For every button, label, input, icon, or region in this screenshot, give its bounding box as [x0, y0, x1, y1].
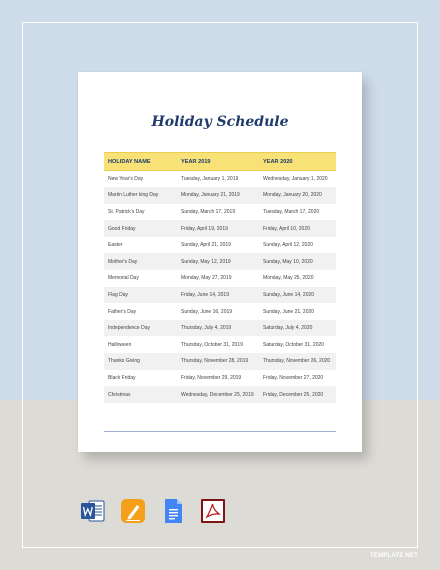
table-row [104, 237, 336, 254]
cell-holiday-name: Mother's Day [104, 253, 177, 270]
table-row [104, 171, 336, 188]
cell-year-2019: Tuesday, January 1, 2019 [177, 171, 259, 188]
cell-year-2019: Friday, June 14, 2019 [177, 287, 259, 304]
document-page [78, 72, 362, 452]
table-row [104, 320, 336, 337]
cell-year-2019: Wednesday, December 25, 2019 [177, 386, 259, 403]
table-header-row [104, 153, 336, 171]
table-row [104, 270, 336, 287]
cell-year-2020: Sunday, May 10, 2020 [259, 253, 336, 270]
table-row [104, 353, 336, 370]
brand-watermark: TEMPLATE.NET [370, 553, 418, 559]
cell-holiday-name: Martin Luther king Day [104, 187, 177, 204]
pages-icon[interactable] [120, 498, 146, 524]
word-icon[interactable] [80, 498, 106, 524]
cell-year-2019: Thursday, November 28, 2019 [177, 353, 259, 370]
google-docs-icon[interactable] [160, 498, 186, 524]
cell-year-2020: Monday, January 20, 2020 [259, 187, 336, 204]
cell-year-2020: Sunday, April 12, 2020 [259, 237, 336, 254]
cell-holiday-name: Memorial Day [104, 270, 177, 287]
header-year-2020: YEAR 2020 [259, 153, 336, 171]
table-end-line [104, 431, 336, 432]
table-row [104, 303, 336, 320]
cell-year-2019: Friday, November 29, 2019 [177, 370, 259, 387]
cell-year-2020: Sunday, June 21, 2020 [259, 303, 336, 320]
cell-year-2020: Friday, December 25, 2020 [259, 386, 336, 403]
cell-holiday-name: Christmas [104, 386, 177, 403]
cell-holiday-name: Thanks Giving [104, 353, 177, 370]
table-row [104, 287, 336, 304]
table-row [104, 370, 336, 387]
cell-year-2020: Thursday, November 26, 2020 [259, 353, 336, 370]
cell-year-2019: Monday, May 27, 2019 [177, 270, 259, 287]
cell-year-2020: Friday, November 27, 2020 [259, 370, 336, 387]
cell-holiday-name: Black Friday [104, 370, 177, 387]
cell-holiday-name: Good Friday [104, 220, 177, 237]
cell-holiday-name: Halloween [104, 336, 177, 353]
table-row [104, 253, 336, 270]
header-holiday-name: HOLIDAY NAME [104, 153, 177, 171]
cell-holiday-name: Independence Day [104, 320, 177, 337]
table-row [104, 204, 336, 221]
table-row [104, 386, 336, 403]
cell-year-2019: Sunday, June 16, 2019 [177, 303, 259, 320]
cell-holiday-name: New Year's Day [104, 171, 177, 188]
cell-year-2019: Thursday, October 31, 2019 [177, 336, 259, 353]
cell-holiday-name: Flag Day [104, 287, 177, 304]
cell-year-2020: Friday, April 10, 2020 [259, 220, 336, 237]
cell-year-2020: Sunday, June 14, 2020 [259, 287, 336, 304]
cell-year-2020: Tuesday, March 17, 2020 [259, 204, 336, 221]
cell-holiday-name: St. Patrick's Day [104, 204, 177, 221]
table-row [104, 336, 336, 353]
cell-holiday-name: Easter [104, 237, 177, 254]
cell-year-2019: Sunday, April 21, 2019 [177, 237, 259, 254]
cell-year-2019: Sunday, March 17, 2019 [177, 204, 259, 221]
cell-year-2019: Thursday, July 4, 2019 [177, 320, 259, 337]
cell-year-2020: Wednesday, January 1, 2020 [259, 171, 336, 188]
table-row [104, 220, 336, 237]
table-row [104, 187, 336, 204]
cell-year-2020: Monday, May 25, 2020 [259, 270, 336, 287]
table-body [104, 171, 336, 403]
holiday-table [104, 152, 336, 403]
document-title: Holiday Schedule [151, 114, 289, 130]
pdf-icon[interactable] [200, 498, 226, 524]
cell-year-2019: Friday, April 19, 2019 [177, 220, 259, 237]
cell-holiday-name: Father's Day [104, 303, 177, 320]
cell-year-2019: Monday, January 21, 2019 [177, 187, 259, 204]
cell-year-2020: Saturday, July 4, 2020 [259, 320, 336, 337]
cell-year-2019: Sunday, May 12, 2019 [177, 253, 259, 270]
cell-year-2020: Saturday, October 31, 2020 [259, 336, 336, 353]
header-year-2019: YEAR 2019 [177, 153, 259, 171]
